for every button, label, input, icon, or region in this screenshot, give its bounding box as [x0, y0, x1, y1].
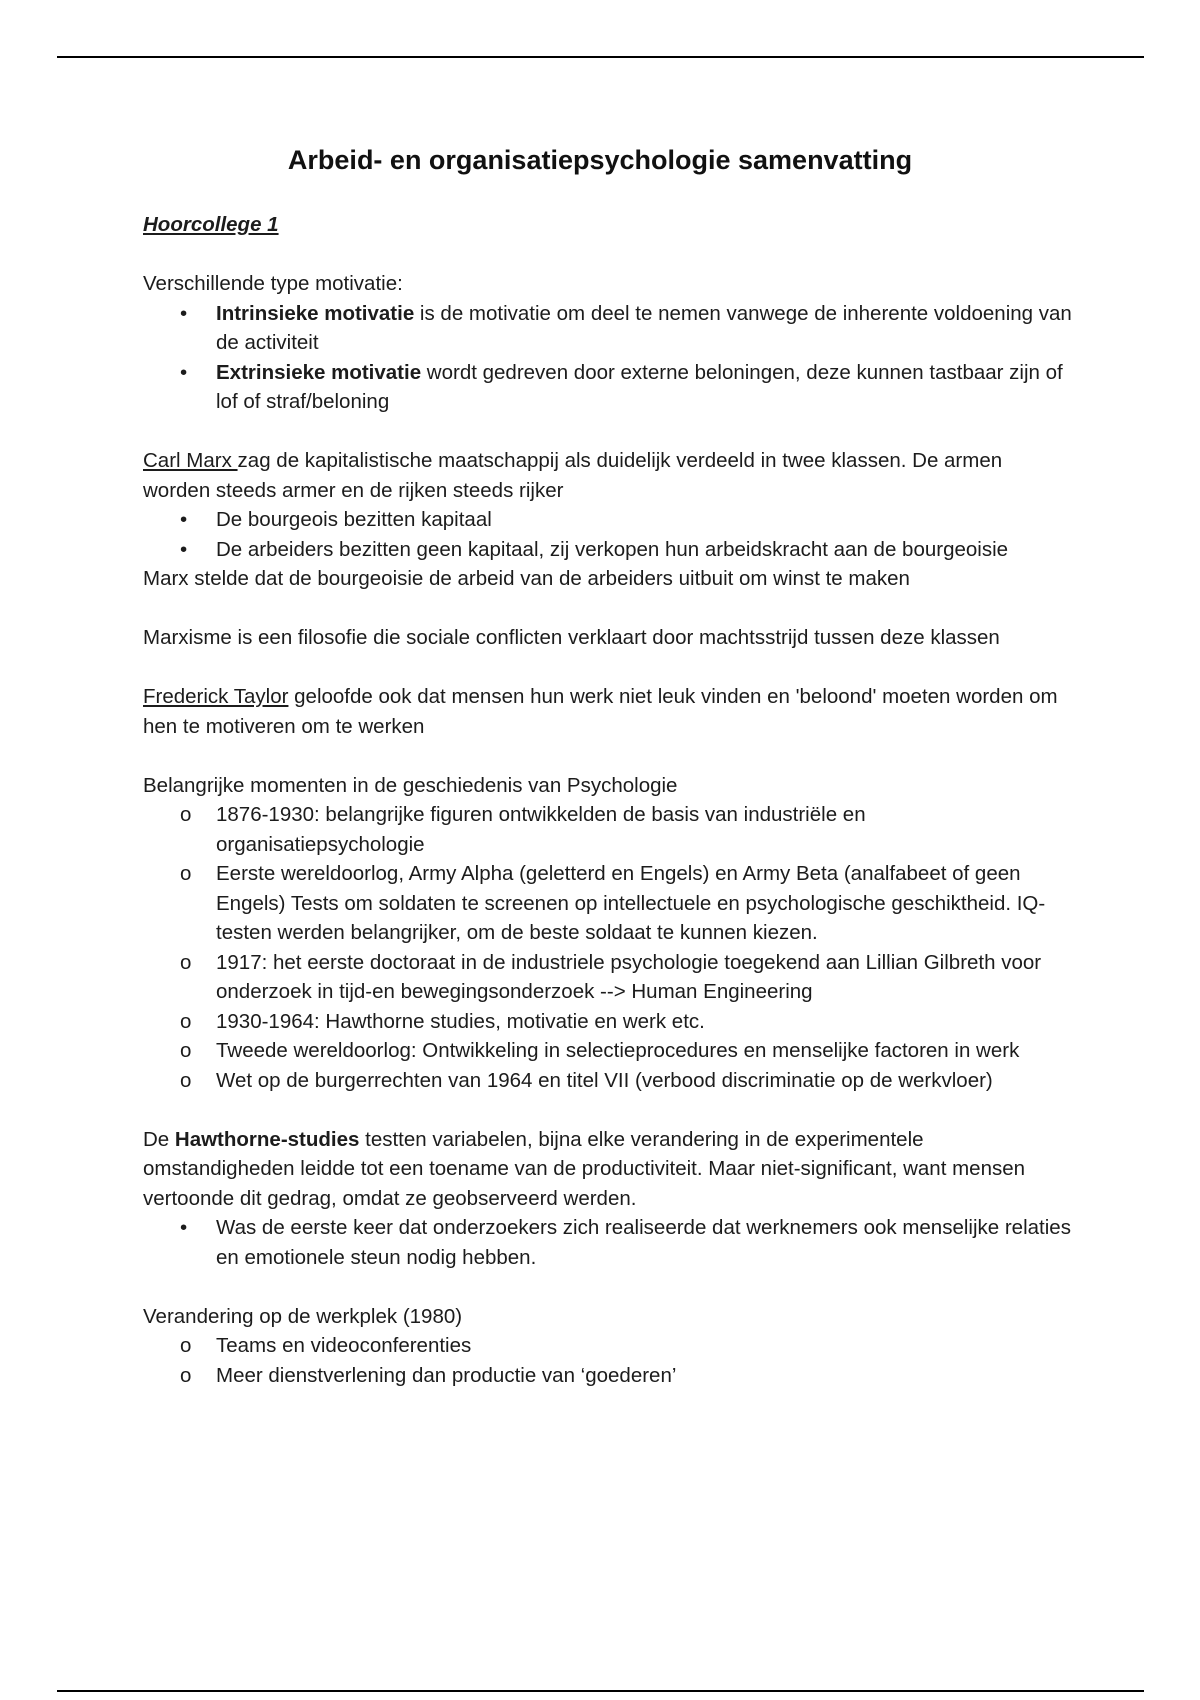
person-name: Frederick Taylor — [143, 685, 289, 708]
workplace-list — [143, 1331, 1073, 1390]
list-item — [143, 358, 1073, 417]
workplace-intro: Verandering op de werkplek (1980) — [143, 1304, 463, 1328]
circle-marker: o — [180, 1363, 192, 1387]
marx-paragraph — [143, 446, 1073, 505]
list-item: o Meer dienstverlening dan productie van ‘goederen’ — [143, 1361, 1073, 1391]
bullet-marker: • — [180, 537, 188, 561]
marx-conclusion: Marx stelde dat de bourgeoisie de arbeid van de arbeiders uitbuit om winst te maken — [143, 567, 910, 590]
taylor-paragraph — [143, 682, 1073, 741]
section-heading: Hoorcollege 1 — [143, 213, 279, 236]
list-item: • De bourgeois bezitten kapitaal — [143, 505, 1073, 535]
circle-marker: o — [180, 1009, 192, 1033]
list-item: o Teams en videoconferenties — [143, 1331, 1073, 1361]
circle-marker: o — [180, 1334, 192, 1357]
paragraph-text: zag de kapitalistische maatschappij als duidelijk verdeeld in twee klassen. De armen worden steeds armer en de rijken steeds rijker — [143, 449, 1003, 502]
list-item: o Tweede wereldoorlog: Ontwikkeling in selectieprocedures en menselijke factoren in werk — [143, 1036, 1073, 1066]
bottom-rule — [57, 1690, 1144, 1692]
circle-marker: o — [180, 1068, 192, 1092]
history-list — [143, 800, 1073, 1095]
top-rule — [57, 56, 1144, 58]
document-title: Arbeid- en organisatiepsychologie samenvatting — [287, 145, 913, 175]
circle-marker: o — [180, 1039, 192, 1062]
motivation-list — [143, 299, 1073, 417]
bullet-marker: • — [180, 1216, 188, 1239]
marx-list — [143, 505, 1073, 564]
list-item: o Wet op de burgerrechten van 1964 en titel VII (verbood discriminatie op de werkvloer) — [143, 1066, 1073, 1096]
list-item: o 1930-1964: Hawthorne studies, motivatie en werk etc. — [143, 1007, 1073, 1037]
bullet-marker: • — [180, 508, 188, 531]
paragraph-text: geloofde ook dat mensen hun werk niet leuk vinden en 'beloond' moeten worden om hen te motiveren om te werken — [143, 685, 1058, 738]
hawthorne-paragraph: De Hawthorne-studies testten variabelen, bijna elke verandering in de experimentele omstandigheden leidde tot een toename van de productiviteit. Maar niet-significant, want mensen vertoonde dit gedrag, omdat ze geobserveerd werden. — [143, 1127, 1026, 1210]
motivation-intro: Verschillende type motivatie: — [143, 272, 403, 295]
term: Hawthorne-studies — [174, 1127, 360, 1151]
circle-marker: o — [180, 862, 192, 885]
term: Extrinsieke motivatie — [216, 360, 422, 384]
paragraph-text: testten variabelen, bijna elke verandering in de experimentele omstandigheden leidde tot een toename van de productiviteit. Maar niet-significant, want mensen vertoonde dit gedrag, omdat ze geobserveerd werden. — [143, 1127, 1026, 1210]
bullet-marker: • — [180, 360, 188, 384]
circle-marker: o — [180, 950, 192, 974]
circle-marker: o — [180, 803, 192, 826]
marxism-paragraph: Marxisme is een filosofie die sociale conflicten verklaart door machtsstrijd tussen deze klassen — [143, 626, 1000, 649]
term: Intrinsieke motivatie — [216, 301, 415, 325]
definition: wordt gedreven door externe beloningen, deze kunnen tastbaar zijn of lof of straf/beloning — [216, 360, 1063, 413]
list-item: o 1876-1930: belangrijke figuren ontwikkelden de basis van industriële en organisatiepsychologie — [143, 800, 1073, 859]
list-item — [143, 299, 1073, 358]
definition: is de motivatie om deel te nemen vanwege de inherente voldoening van de activiteit — [216, 301, 1072, 354]
bullet-marker: • — [180, 301, 188, 325]
history-intro: Belangrijke momenten in de geschiedenis van Psychologie — [143, 773, 678, 797]
document-body — [143, 140, 1073, 1390]
list-item: o 1917: het eerste doctoraat in de industriele psychologie toegekend aan Lillian Gilbreth voor onderzoek in tijd-en bewegingsonderzoek --> Human Engineering — [143, 948, 1073, 1007]
person-name: Carl Marx — [143, 449, 238, 472]
list-item: • Was de eerste keer dat onderzoekers zich realiseerde dat werknemers ook menselijke relaties en emotionele steun nodig hebben. — [143, 1213, 1073, 1272]
list-item: o Eerste wereldoorlog, Army Alpha (geletterd en Engels) en Army Beta (analfabeet of geen Engels) Tests om soldaten te screenen op intellectuele en psychologische geschiktheid. IQ-testen werden belangrijker, om de beste soldaat te kunnen kiezen. — [143, 859, 1073, 948]
hawthorne-list — [143, 1213, 1073, 1272]
list-item: • De arbeiders bezitten geen kapitaal, zij verkopen hun arbeidskracht aan de bourgeoisie — [143, 535, 1073, 565]
